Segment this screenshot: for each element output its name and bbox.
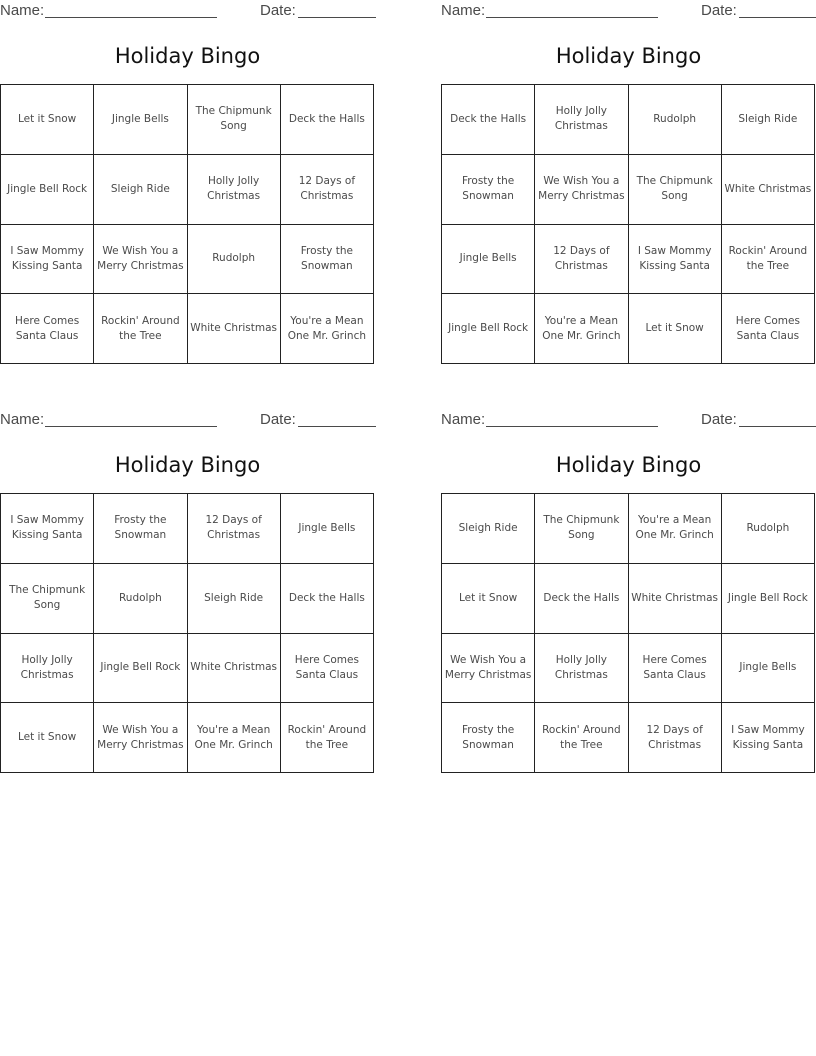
bingo-cell: I Saw Mommy Kissing Santa — [1, 225, 94, 295]
bingo-cell: Deck the Halls — [281, 564, 374, 634]
bingo-cell: White Christmas — [629, 564, 722, 634]
name-label: Name: — [441, 2, 486, 19]
bingo-cell: Sleigh Ride — [442, 494, 535, 564]
date-blank-line — [298, 17, 376, 18]
card-title: Holiday Bingo — [555, 453, 702, 477]
bingo-cell: We Wish You a Merry Christmas — [94, 703, 187, 773]
name-date-line — [441, 410, 816, 430]
bingo-grid — [0, 493, 374, 773]
bingo-grid — [0, 84, 374, 364]
bingo-cell: We Wish You a Merry Christmas — [535, 155, 628, 225]
bingo-cell: Jingle Bell Rock — [442, 294, 535, 364]
date-label: Date: — [701, 411, 737, 428]
bingo-cell: You're a Mean One Mr. Grinch — [535, 294, 628, 364]
bingo-cell: Here Comes Santa Claus — [1, 294, 94, 364]
date-label: Date: — [701, 2, 737, 19]
bingo-cell: We Wish You a Merry Christmas — [442, 634, 535, 704]
name-label: Name: — [441, 411, 486, 428]
date-label: Date: — [260, 411, 296, 428]
name-blank-line — [486, 17, 658, 18]
bingo-cell: I Saw Mommy Kissing Santa — [722, 703, 815, 773]
bingo-grid — [441, 84, 815, 364]
bingo-cell: Frosty the Snowman — [281, 225, 374, 295]
bingo-cell: Deck the Halls — [535, 564, 628, 634]
card-title: Holiday Bingo — [555, 44, 702, 68]
card-title: Holiday Bingo — [114, 453, 261, 477]
bingo-grid — [441, 493, 815, 773]
bingo-cell: Rockin' Around the Tree — [722, 225, 815, 295]
bingo-cell: You're a Mean One Mr. Grinch — [629, 494, 722, 564]
bingo-cell: 12 Days of Christmas — [281, 155, 374, 225]
bingo-cell: Jingle Bell Rock — [1, 155, 94, 225]
bingo-cell: Jingle Bells — [442, 225, 535, 295]
date-blank-line — [739, 426, 816, 427]
bingo-cell: Jingle Bell Rock — [722, 564, 815, 634]
bingo-cell: You're a Mean One Mr. Grinch — [188, 703, 281, 773]
bingo-cell: 12 Days of Christmas — [188, 494, 281, 564]
bingo-cell: White Christmas — [722, 155, 815, 225]
name-label: Name: — [0, 2, 45, 19]
name-blank-line — [45, 426, 217, 427]
bingo-cell: Deck the Halls — [442, 85, 535, 155]
bingo-cell: 12 Days of Christmas — [535, 225, 628, 295]
bingo-cell: Jingle Bells — [281, 494, 374, 564]
bingo-cell: Let it Snow — [1, 85, 94, 155]
bingo-cell: Here Comes Santa Claus — [629, 634, 722, 704]
bingo-cell: Frosty the Snowman — [442, 703, 535, 773]
bingo-cell: Rockin' Around the Tree — [94, 294, 187, 364]
bingo-cell: Holly Jolly Christmas — [1, 634, 94, 704]
bingo-cell: 12 Days of Christmas — [629, 703, 722, 773]
bingo-cell: The Chipmunk Song — [629, 155, 722, 225]
bingo-cell: Holly Jolly Christmas — [535, 85, 628, 155]
name-blank-line — [486, 426, 658, 427]
bingo-cell: White Christmas — [188, 634, 281, 704]
bingo-cell: Rudolph — [94, 564, 187, 634]
bingo-cell: Sleigh Ride — [188, 564, 281, 634]
bingo-cell: Frosty the Snowman — [442, 155, 535, 225]
bingo-cell: Rudolph — [629, 85, 722, 155]
bingo-cell: Let it Snow — [629, 294, 722, 364]
bingo-cell: Rockin' Around the Tree — [535, 703, 628, 773]
date-blank-line — [739, 17, 816, 18]
name-date-line — [441, 1, 816, 21]
bingo-cell: The Chipmunk Song — [188, 85, 281, 155]
bingo-cell: Holly Jolly Christmas — [188, 155, 281, 225]
bingo-cell: Rudolph — [188, 225, 281, 295]
bingo-cell: You're a Mean One Mr. Grinch — [281, 294, 374, 364]
bingo-cell: Jingle Bell Rock — [94, 634, 187, 704]
date-label: Date: — [260, 2, 296, 19]
card-title: Holiday Bingo — [114, 44, 261, 68]
name-label: Name: — [0, 411, 45, 428]
name-blank-line — [45, 17, 217, 18]
bingo-cell: Deck the Halls — [281, 85, 374, 155]
bingo-cell: Rockin' Around the Tree — [281, 703, 374, 773]
bingo-cell: We Wish You a Merry Christmas — [94, 225, 187, 295]
bingo-cell: The Chipmunk Song — [1, 564, 94, 634]
bingo-cell: Frosty the Snowman — [94, 494, 187, 564]
bingo-cell: Let it Snow — [442, 564, 535, 634]
bingo-cell: White Christmas — [188, 294, 281, 364]
bingo-cell: I Saw Mommy Kissing Santa — [1, 494, 94, 564]
bingo-cell: Here Comes Santa Claus — [281, 634, 374, 704]
date-blank-line — [298, 426, 376, 427]
bingo-cell: Holly Jolly Christmas — [535, 634, 628, 704]
bingo-cell: Jingle Bells — [722, 634, 815, 704]
bingo-cell: Here Comes Santa Claus — [722, 294, 815, 364]
name-date-line — [0, 410, 375, 430]
bingo-cell: Sleigh Ride — [94, 155, 187, 225]
bingo-cell: Let it Snow — [1, 703, 94, 773]
bingo-cell: I Saw Mommy Kissing Santa — [629, 225, 722, 295]
bingo-cell: Sleigh Ride — [722, 85, 815, 155]
bingo-cell: Jingle Bells — [94, 85, 187, 155]
name-date-line — [0, 1, 375, 21]
bingo-cell: Rudolph — [722, 494, 815, 564]
bingo-cell: The Chipmunk Song — [535, 494, 628, 564]
